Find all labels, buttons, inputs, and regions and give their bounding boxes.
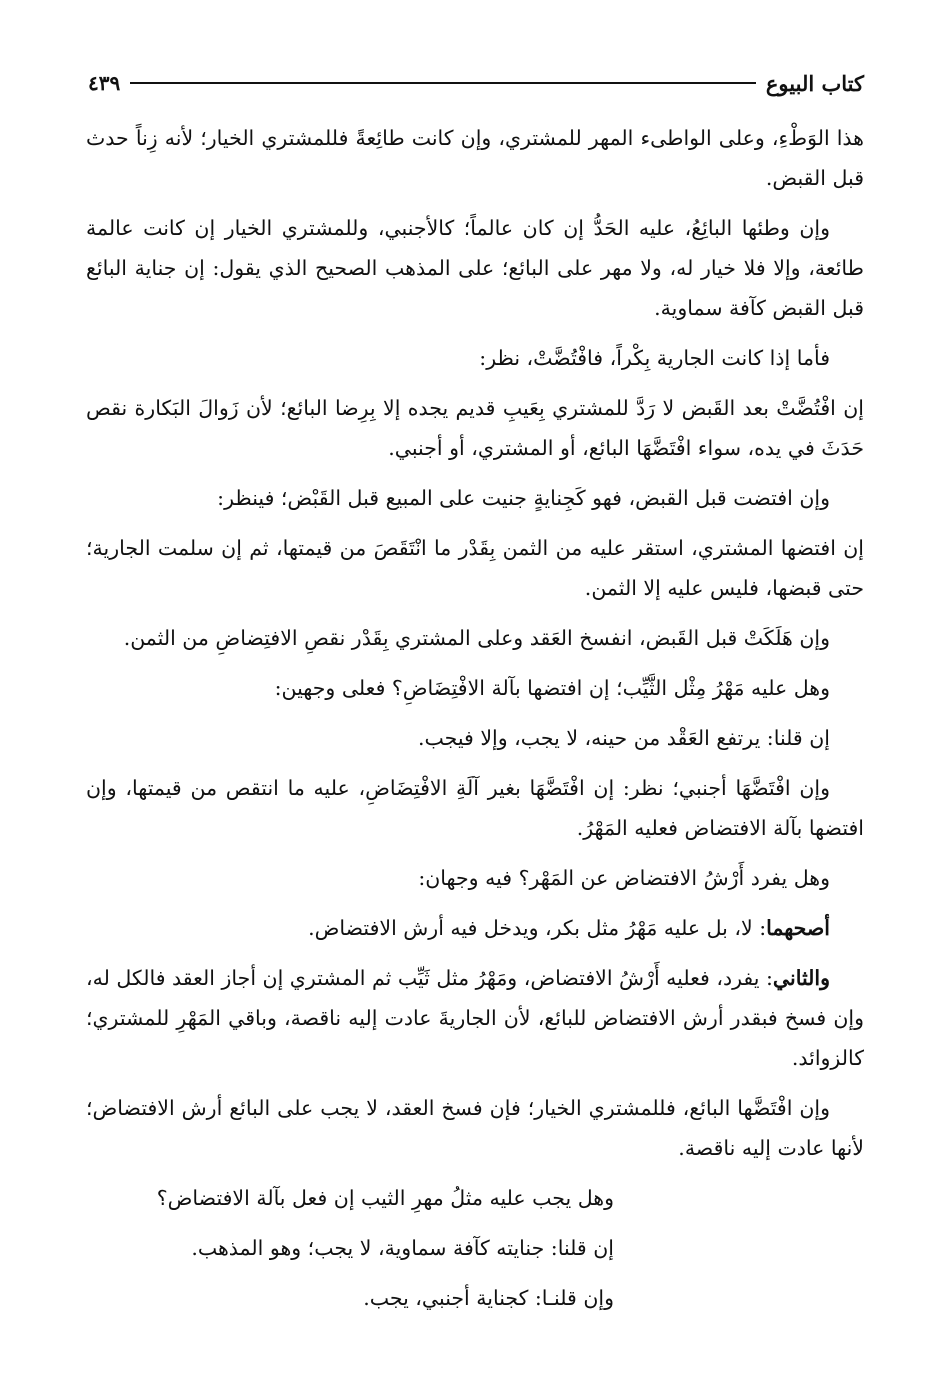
paragraph-text: وهل يفرد أَرْشُ الافتضاض عن المَهْر؟ فيه وجهان: [418, 866, 830, 890]
paragraph-lead: أصحهما [766, 916, 830, 940]
paragraph-text: فأما إذا كانت الجارية بِكْراً، فافْتُضَّتْ، نظر: [479, 346, 830, 370]
paragraph-text: إن قلنا: جنايته كآفة سماوية، لا يجب؛ وهو المذهب. [191, 1236, 614, 1260]
running-header [88, 66, 864, 100]
paragraph [86, 528, 864, 608]
paragraph [86, 118, 864, 198]
paragraph [86, 388, 864, 468]
paragraph [86, 858, 864, 898]
paragraph-text: وإن افْتَضَّها البائع، فللمشتري الخيار؛ فإن فسخ العقد، لا يجب على البائع أرش الافتضاض؛ لأنها عادت إليه ناقصة. [86, 1096, 864, 1160]
page-body [86, 118, 864, 1328]
paragraph-text: إن افتضها المشتري، استقر عليه من الثمن بِقَدْر ما انْتَقَصَ من قيمتها، ثم إن سلمت الجارية؛ حتى قبضها، فليس عليه إلا الثمن. [86, 536, 864, 600]
paragraph-text: إن افْتُضَّتْ بعد القَبض لا رَدَّ للمشتري بِعَيبِ قديم يجده إلا بِرِضا البائع؛ لأن زَوالَ البَكارة نقص حَدَثَ في يده، سواء افْتَضَّهَا البائع، أو المشتري، أو أجنبي. [86, 396, 864, 460]
paragraph [86, 668, 864, 708]
paragraph-text: هذا الوَطْءِ، وعلى الواطىء المهر للمشتري، وإن كانت طائِعةً فللمشتري الخيار؛ لأنه زِناً حدث قبل القبض. [86, 126, 864, 190]
paragraph [86, 1228, 864, 1268]
paragraph-text: وإن افتضت قبل القبض، فهو كَجِنايةٍ جنيت على المبيع قبل القَبْض؛ فينظر: [217, 486, 830, 510]
paragraph [86, 908, 864, 948]
header-rule [130, 82, 756, 84]
paragraph [86, 1088, 864, 1168]
paragraph [86, 478, 864, 518]
paragraph-text: وإن قلنـا: كجناية أجنبي، يجب. [363, 1286, 614, 1310]
paragraph [86, 1278, 864, 1318]
paragraph-lead: والثاني [772, 966, 830, 990]
paragraph [86, 338, 864, 378]
paragraph-text: وإن هَلَكَتْ قبل القَبض، انفسخ العَقد وعلى المشتري بِقَدْر نقصِ الافتِضاضِ من الثمن. [123, 626, 830, 650]
paragraph [86, 1178, 864, 1218]
paragraph-text: وإن وطئها البائِعُ، عليه الحَدُّ إن كان عالماً؛ كالأجنبي، وللمشتري الخيار إن كانت عالمة طائعة، وإلا فلا خيار له، ولا مهر على البائع؛ على المذهب الصحيح الذي يقول: إن جناية البائع قبل القبض كآفة سماوية. [86, 216, 864, 320]
paragraph-text: وهل يجب عليه مثلُ مهرِ الثيب إن فعل بآلة الافتضاض؟ [156, 1186, 614, 1210]
paragraph [86, 618, 864, 658]
paragraph-text: وإن افْتَضَّهَا أجنبي؛ نظر: إن افْتَضَّهَا بغير آلَةِ الافْتِضَاضِ، عليه ما انتقص من قيمتها، وإن افتضها بآلة الافتضاض فعليه المَهْرُ. [86, 776, 864, 840]
paragraph [86, 208, 864, 328]
chapter-title: كتاب البيوع [765, 70, 864, 96]
paragraph-text: : يفرد، فعليه أَرْشُ الافتضاض، ومَهْرُ مثل ثَيِّب ثم المشتري إن أجاز العقد فالكل له، وإن فسخ فبقدر أرش الافتضاض للبائع، لأن الجاريةَ عادت إليه ناقصة، وباقي المَهْرِ للمشتري؛ كالزوائد. [86, 966, 864, 1070]
paragraph-text: وهل عليه مَهْرُ مِثْل الثَّيِّب؛ إن افتضها بآلة الافْتِضَاضِ؟ فعلى وجهين: [274, 676, 830, 700]
paragraph [86, 718, 864, 758]
paragraph [86, 958, 864, 1078]
page-number: ٤٣٩ [88, 71, 121, 95]
paragraph-text: إن قلنا: يرتفع العَقْد من حينه، لا يجب، وإلا فيجب. [417, 726, 830, 750]
paragraph [86, 768, 864, 848]
paragraph-text: : لا، بل عليه مَهْرُ مثل بكر، ويدخل فيه أرش الافتضاض. [308, 916, 767, 940]
